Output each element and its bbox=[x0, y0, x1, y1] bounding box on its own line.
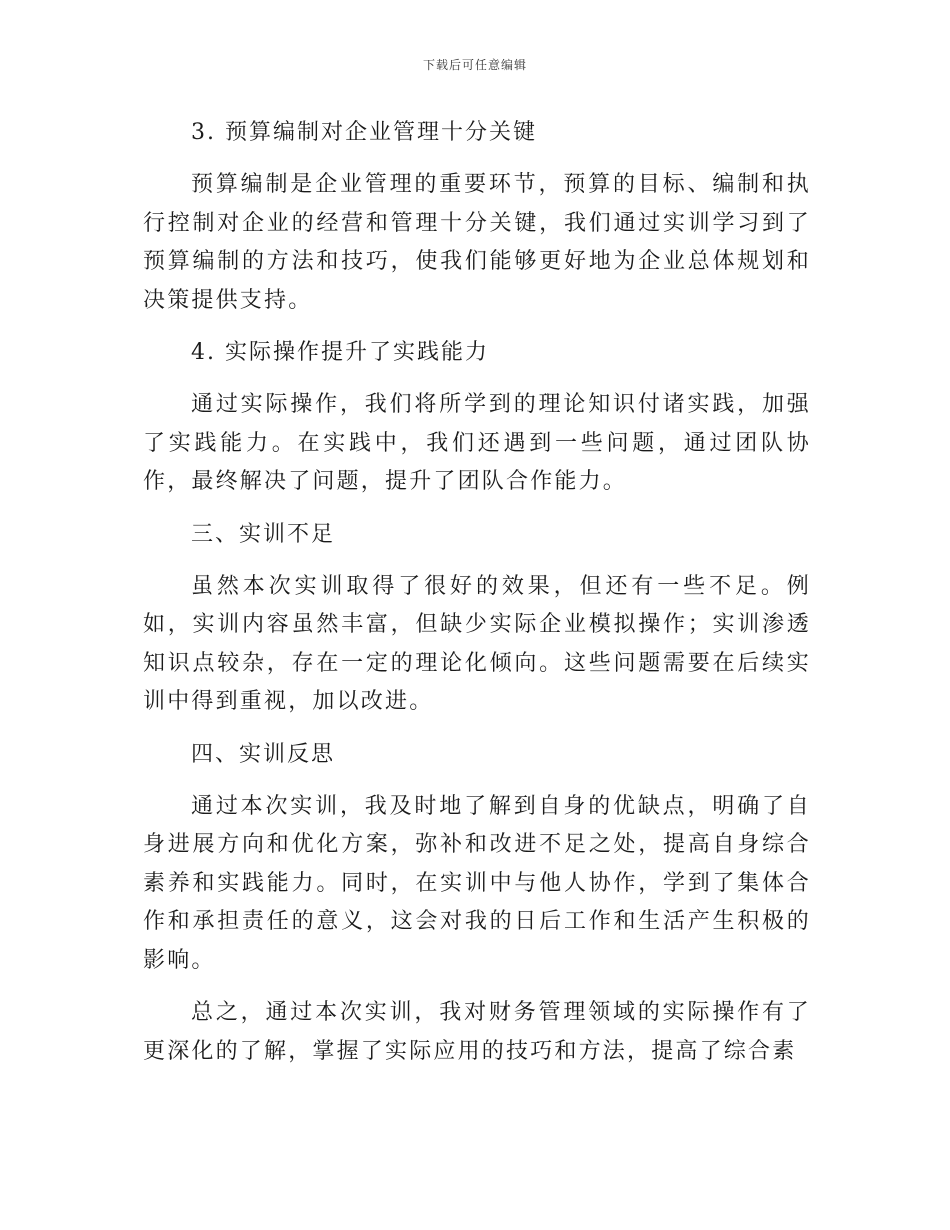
part-3-heading: 三、实训不足 bbox=[191, 521, 336, 547]
part-3-paragraph: 虽然本次实训取得了很好的效果，但还有一些不足。例如，实训内容虽然丰富，但缺少实际企业模拟操作；实训渗透知识点较杂，存在一定的理论化倾向。这些问题需要在后续实训中得到重视，加以改进。 bbox=[143, 573, 811, 714]
spacer bbox=[143, 372, 811, 386]
conclusion-paragraph: 总之，通过本次实训，我对财务管理领域的实际操作有了更深化的了解，掌握了实际应用的技巧和方法，提高了综合素 bbox=[143, 1000, 811, 1064]
document-body bbox=[143, 114, 811, 1071]
section-4-paragraph: 通过实际操作，我们将所学到的理论知识付诸实践，加强了实践能力。在实践中，我们还遇到一些问题，通过团队协作，最终解决了问题，提升了团队合作能力。 bbox=[143, 392, 811, 494]
spacer bbox=[143, 152, 811, 166]
section-3-heading: 3. 预算编制对企业管理十分关键 bbox=[191, 120, 537, 145]
spacer bbox=[143, 722, 811, 736]
section-3-paragraph: 预算编制是企业管理的重要环节，预算的目标、编制和执行控制对企业的经营和管理十分关键，我们通过实训学习到了预算编制的方法和技巧，使我们能够更好地为企业总体规划和决策提供支持。 bbox=[143, 172, 811, 313]
part-4-heading: 四、实训反思 bbox=[191, 741, 336, 767]
section-4-heading: 4. 实际操作提升了实践能力 bbox=[191, 340, 489, 365]
spacer bbox=[143, 774, 811, 788]
spacer bbox=[143, 554, 811, 568]
header-note: 下载后可任意编辑 bbox=[422, 58, 527, 72]
spacer bbox=[143, 980, 811, 994]
part-4-paragraph: 通过本次实训，我及时地了解到自身的优缺点，明确了自身进展方向和优化方案，弥补和改进不足之处，提高自身综合素养和实践能力。同时，在实训中与他人协作，学到了集体合作和承担责任的意义，这会对我的日后工作和生活产生积极的影响。 bbox=[143, 793, 811, 973]
spacer bbox=[143, 320, 811, 334]
spacer bbox=[143, 502, 811, 516]
